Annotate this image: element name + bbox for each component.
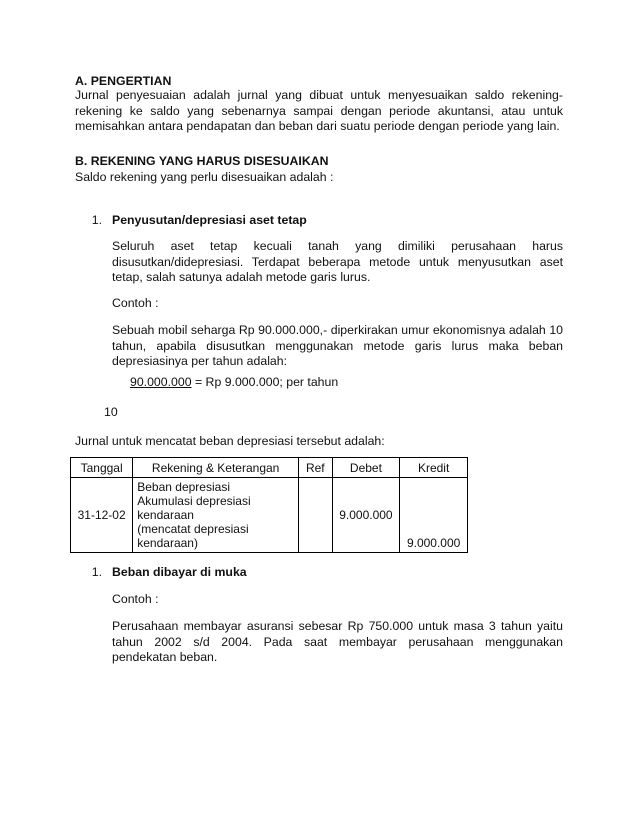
header-rekening: Rekening & Keterangan [133,458,299,478]
item1-example: Sebuah mobil seharga Rp 90.000.000,- diperkirakan umur ekonomisnya adalah 10 tahun, apabila disusutkan menggunakan metode garis lurus maka beban depresiasinya per tahun adalah: [112,323,563,368]
header-ref: Ref [299,458,333,478]
item1-title: Penyusutan/depresiasi aset tetap [112,213,307,227]
cell-ref [299,478,333,553]
rekening-line-3: (mencatat depresiasi kendaraan) [137,522,249,550]
header-debet: Debet [332,458,400,478]
item2-example: Perusahaan membayar asuransi sebesar Rp 750.000 untuk masa 3 tahun yaitu tahun 2002 s/d 2004. Pada saat membayar perusahaan menggunakan pendekatan beban. [112,619,563,664]
journal-table [70,457,468,553]
cell-kredit: 9.000.000 [400,478,468,553]
rekening-line-2: Akumulasi depresiasi kendaraan [137,494,251,522]
section-b-heading: B. REKENING YANG HARUS DISESUAIKAN [75,154,329,168]
section-a-body: Jurnal penyesuaian adalah jurnal yang dibuat untuk menyesuaikan saldo rekening-rekening ke saldo yang sebenarnya sampai dengan periode akuntansi, atau untuk memisahkan antara pendapatan dan beban dari suatu periode dengan periode yang lain. [75,88,563,133]
journal-intro: Jurnal untuk mencatat beban depresiasi tersebut adalah: [75,434,385,448]
rekening-line-1: Beban depresiasi [137,480,230,494]
cell-rekening [133,478,299,553]
formula-numerator: 90.000.000 [130,375,192,389]
formula-denominator: 10 [104,405,118,419]
formula-result: = Rp 9.000.000; per tahun [191,375,339,389]
item2-title: Beban dibayar di muka [112,565,247,579]
section-a-heading: A. PENGERTIAN [75,74,172,88]
item2-contoh-label: Contoh : [112,592,159,606]
cell-date: 31-12-02 [71,478,133,553]
header-kredit: Kredit [400,458,468,478]
item2-number: 1. [91,565,102,579]
header-tanggal: Tanggal [71,458,133,478]
section-b-intro: Saldo rekening yang perlu disesuaikan adalah : [75,170,334,184]
cell-debet: 9.000.000 [332,478,400,553]
item1-contoh-label: Contoh : [112,296,159,310]
depreciation-formula [130,375,338,389]
item1-number: 1. [91,213,102,227]
table-row [71,478,468,553]
item1-body: Seluruh aset tetap kecuali tanah yang dimiliki perusahaan harus disusutkan/didepresiasi. Terdapat beberapa metode untuk menyusutkan aset tetap, salah satunya adalah metode garis lurus. [112,239,563,284]
table-header-row [71,458,468,478]
